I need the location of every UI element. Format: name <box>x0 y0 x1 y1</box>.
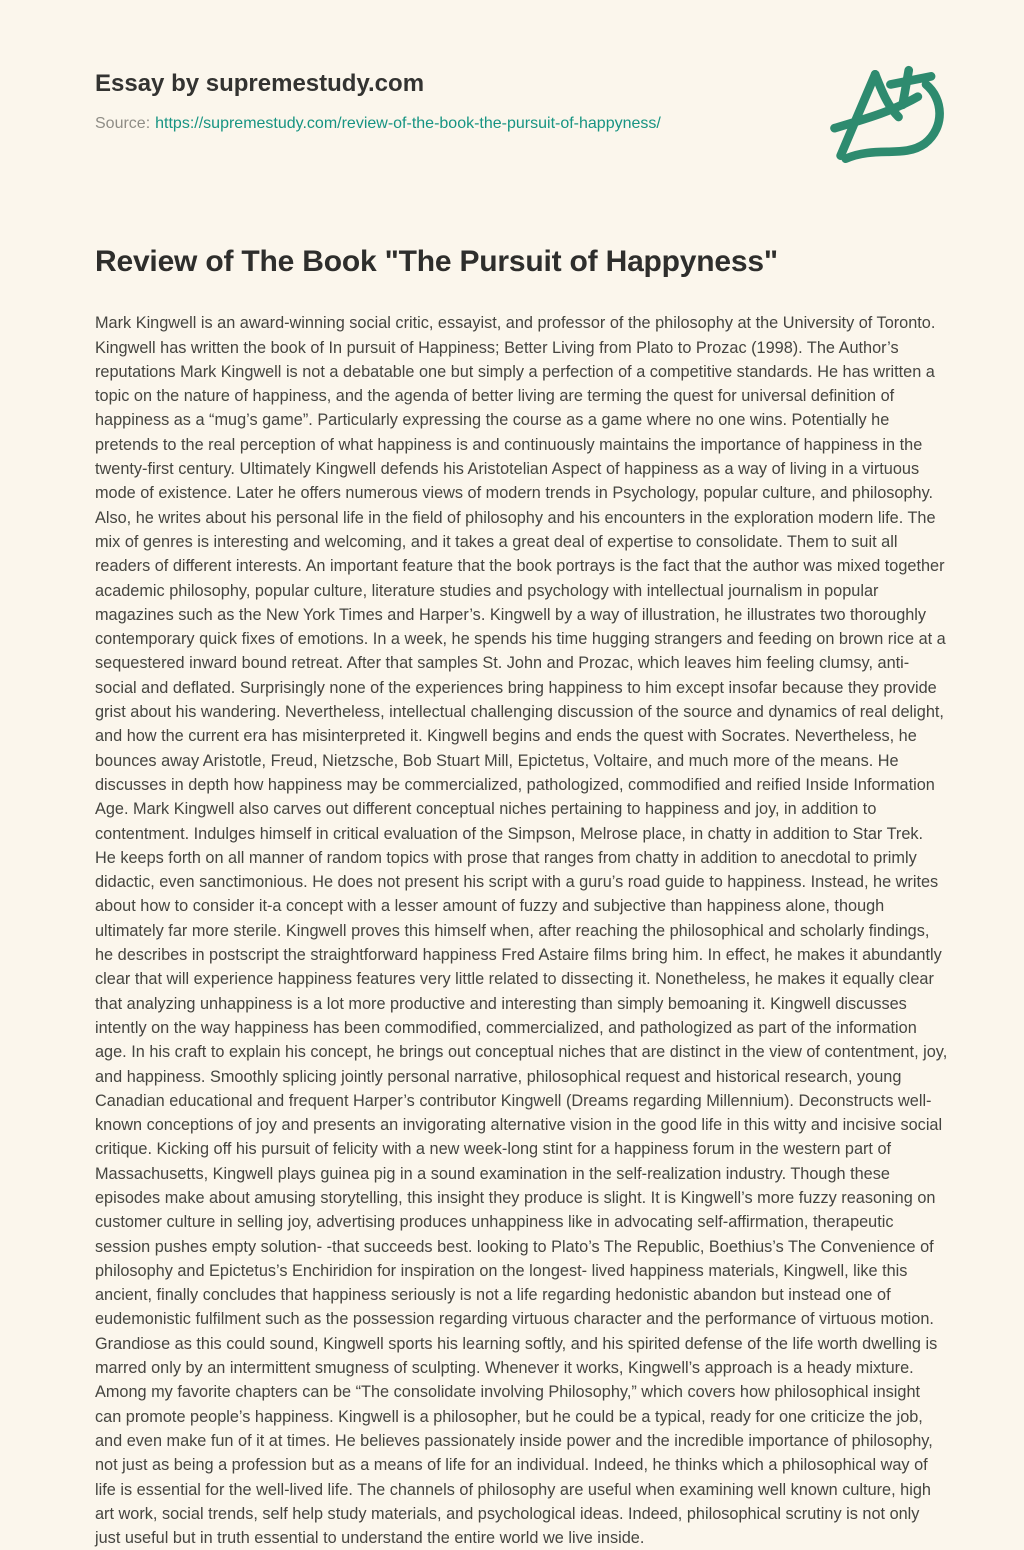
site-title: Essay by supremestudy.com <box>95 70 425 97</box>
source-label: Source: <box>95 114 151 132</box>
source-line <box>95 114 948 134</box>
a-plus-logo-icon <box>826 56 964 178</box>
source-link[interactable]: https://supremestudy.com/review-of-the-book-the-pursuit-of-happyness/ <box>155 114 661 132</box>
article-body: Mark Kingwell is an award-winning social critic, essayist, and professor of the philosophy at the University of Toronto. Kingwell has written the book of In pursuit of Happiness; Better Living from Plato to Prozac (1998). The Author’s reputations Mark Kingwell is not a debatable one but simply a perfection of a competitive standards. He has written a topic on the nature of happiness, and the agenda of better living are terming the quest for universal definition of happiness as a “mug’s game”. Particularly expressing the course as a game where no one wins. Potentially he pretends to the real perception of what happiness is and continuously maintains the importance of happiness in the twenty-first century. Ultimately Kingwell defends his Aristotelian Aspect of happiness as a way of living in a virtuous mode of existence. Later he offers numerous views of modern trends in Psychology, popular culture, and philosophy. Also, he writes about his personal life in the field of philosophy and his encounters in the exploration modern life. The mix of genres is interesting and welcoming, and it takes a great deal of expertise to consolidate. Them to suit all readers of different interests. An important feature that the book portrays is the fact that the author was mixed together academic philosophy, popular culture, literature studies and psychology with intellectual journalism in popular magazines such as the New York Times and Harper’s. Kingwell by a way of illustration, he illustrates two thoroughly contemporary quick fixes of emotions. In a week, he spends his time hugging strangers and feeding on brown rice at a sequestered inward bound retreat. After that samples St. John and Prozac, which leaves him feeling clumsy, anti-social and deflated. Surprisingly none of the experiences bring happiness to him except insofar because they provide grist about his wandering. Nevertheless, intellectual challenging discussion of the source and dynamics of real delight, and how the current era has misinterpreted it. Kingwell begins and ends the quest with Socrates. Nevertheless, he bounces away Aristotle, Freud, Nietzsche, Bob Stuart Mill, Epictetus, Voltaire, and much more of the means. He discusses in depth how happiness may be commercialized, pathologized, commodified and reified Inside Information Age. Mark Kingwell also carves out different conceptual niches pertaining to happiness and joy, in addition to contentment. Indulges himself in critical evaluation of the Simpson, Melrose place, in chatty in addition to Star Trek. He keeps forth on all manner of random topics with prose that ranges from chatty in addition to anecdotal to primly didactic, even sanctimonious. He does not present his script with a guru’s road guide to happiness. Instead, he writes about how to consider it-a concept with a lesser amount of fuzzy and subjective than happiness alone, though ultimately far more sterile. Kingwell proves this himself when, after reaching the philosophical and scholarly findings, he describes in postscript the straightforward happiness Fred Astaire films bring him. In effect, he makes it abundantly clear that will experience happiness features very little related to dissecting it. Nonetheless, he makes it equally clear that analyzing unhappiness is a lot more productive and interesting than simply bemoaning it. Kingwell discusses intently on the way happiness has been commodified, commercialized, and pathologized as part of the information age. In his craft to explain his concept, he brings out conceptual niches that are distinct in the view of contentment, joy, and happiness. Smoothly splicing jointly personal narrative, philosophical request and historical research, young Canadian educational and frequent Harper’s contributor Kingwell (Dreams regarding Millennium). Deconstructs well-known conceptions of joy and presents an invigorating alternative vision in the good life in this witty and incisive social critique. Kicking off his pursuit of felicity with a new week-long stint for a happiness forum in the western part of Massachusetts, Kingwell plays guinea pig in a sound examination in the self-realization industry. Though these episodes make about amusing storytelling, this insight they produce is slight. It is Kingwell’s more fuzzy reasoning on customer culture in selling joy, advertising produces unhappiness like in advocating self-affirmation, therapeutic session pushes empty solution- -that succeeds best. looking to Plato’s The Republic, Boethius’s The Convenience of philosophy and Epictetus’s Enchiridion for inspiration on the longest- lived happiness materials, Kingwell, like this ancient, finally concludes that happiness seriously is not a life regarding hedonistic abandon but instead one of eudemonistic fulfilment such as the possession regarding virtuous character and the performance of virtuous motion. Grandiose as this could sound, Kingwell sports his learning softly, and his spirited defense of the life worth dwelling is marred only by an intermittent smugness of sculpting. Whenever it works, Kingwell’s approach is a heady mixture. Among my favorite chapters can be “The consolidate involving Philosophy,” which covers how philosophical insight can promote people’s happiness. Kingwell is a philosopher, but he could be a typical, ready for one criticize the job, and even make fun of it at times. He believes passionately inside power and the incredible importance of philosophy, not just as being a profession but as a means of life for an individual. Indeed, he thinks which a philosophical way of life is essential for the well-lived life. The channels of philosophy are useful when examining well known culture, high art work, social trends, self help study materials, and psychological ideas. Indeed, philosophical scrutiny is not only just useful but in truth essential to understand the entire world we live inside. <box>95 314 948 1548</box>
article-title: Review of The Book "The Pursuit of Happyness" <box>95 244 778 278</box>
